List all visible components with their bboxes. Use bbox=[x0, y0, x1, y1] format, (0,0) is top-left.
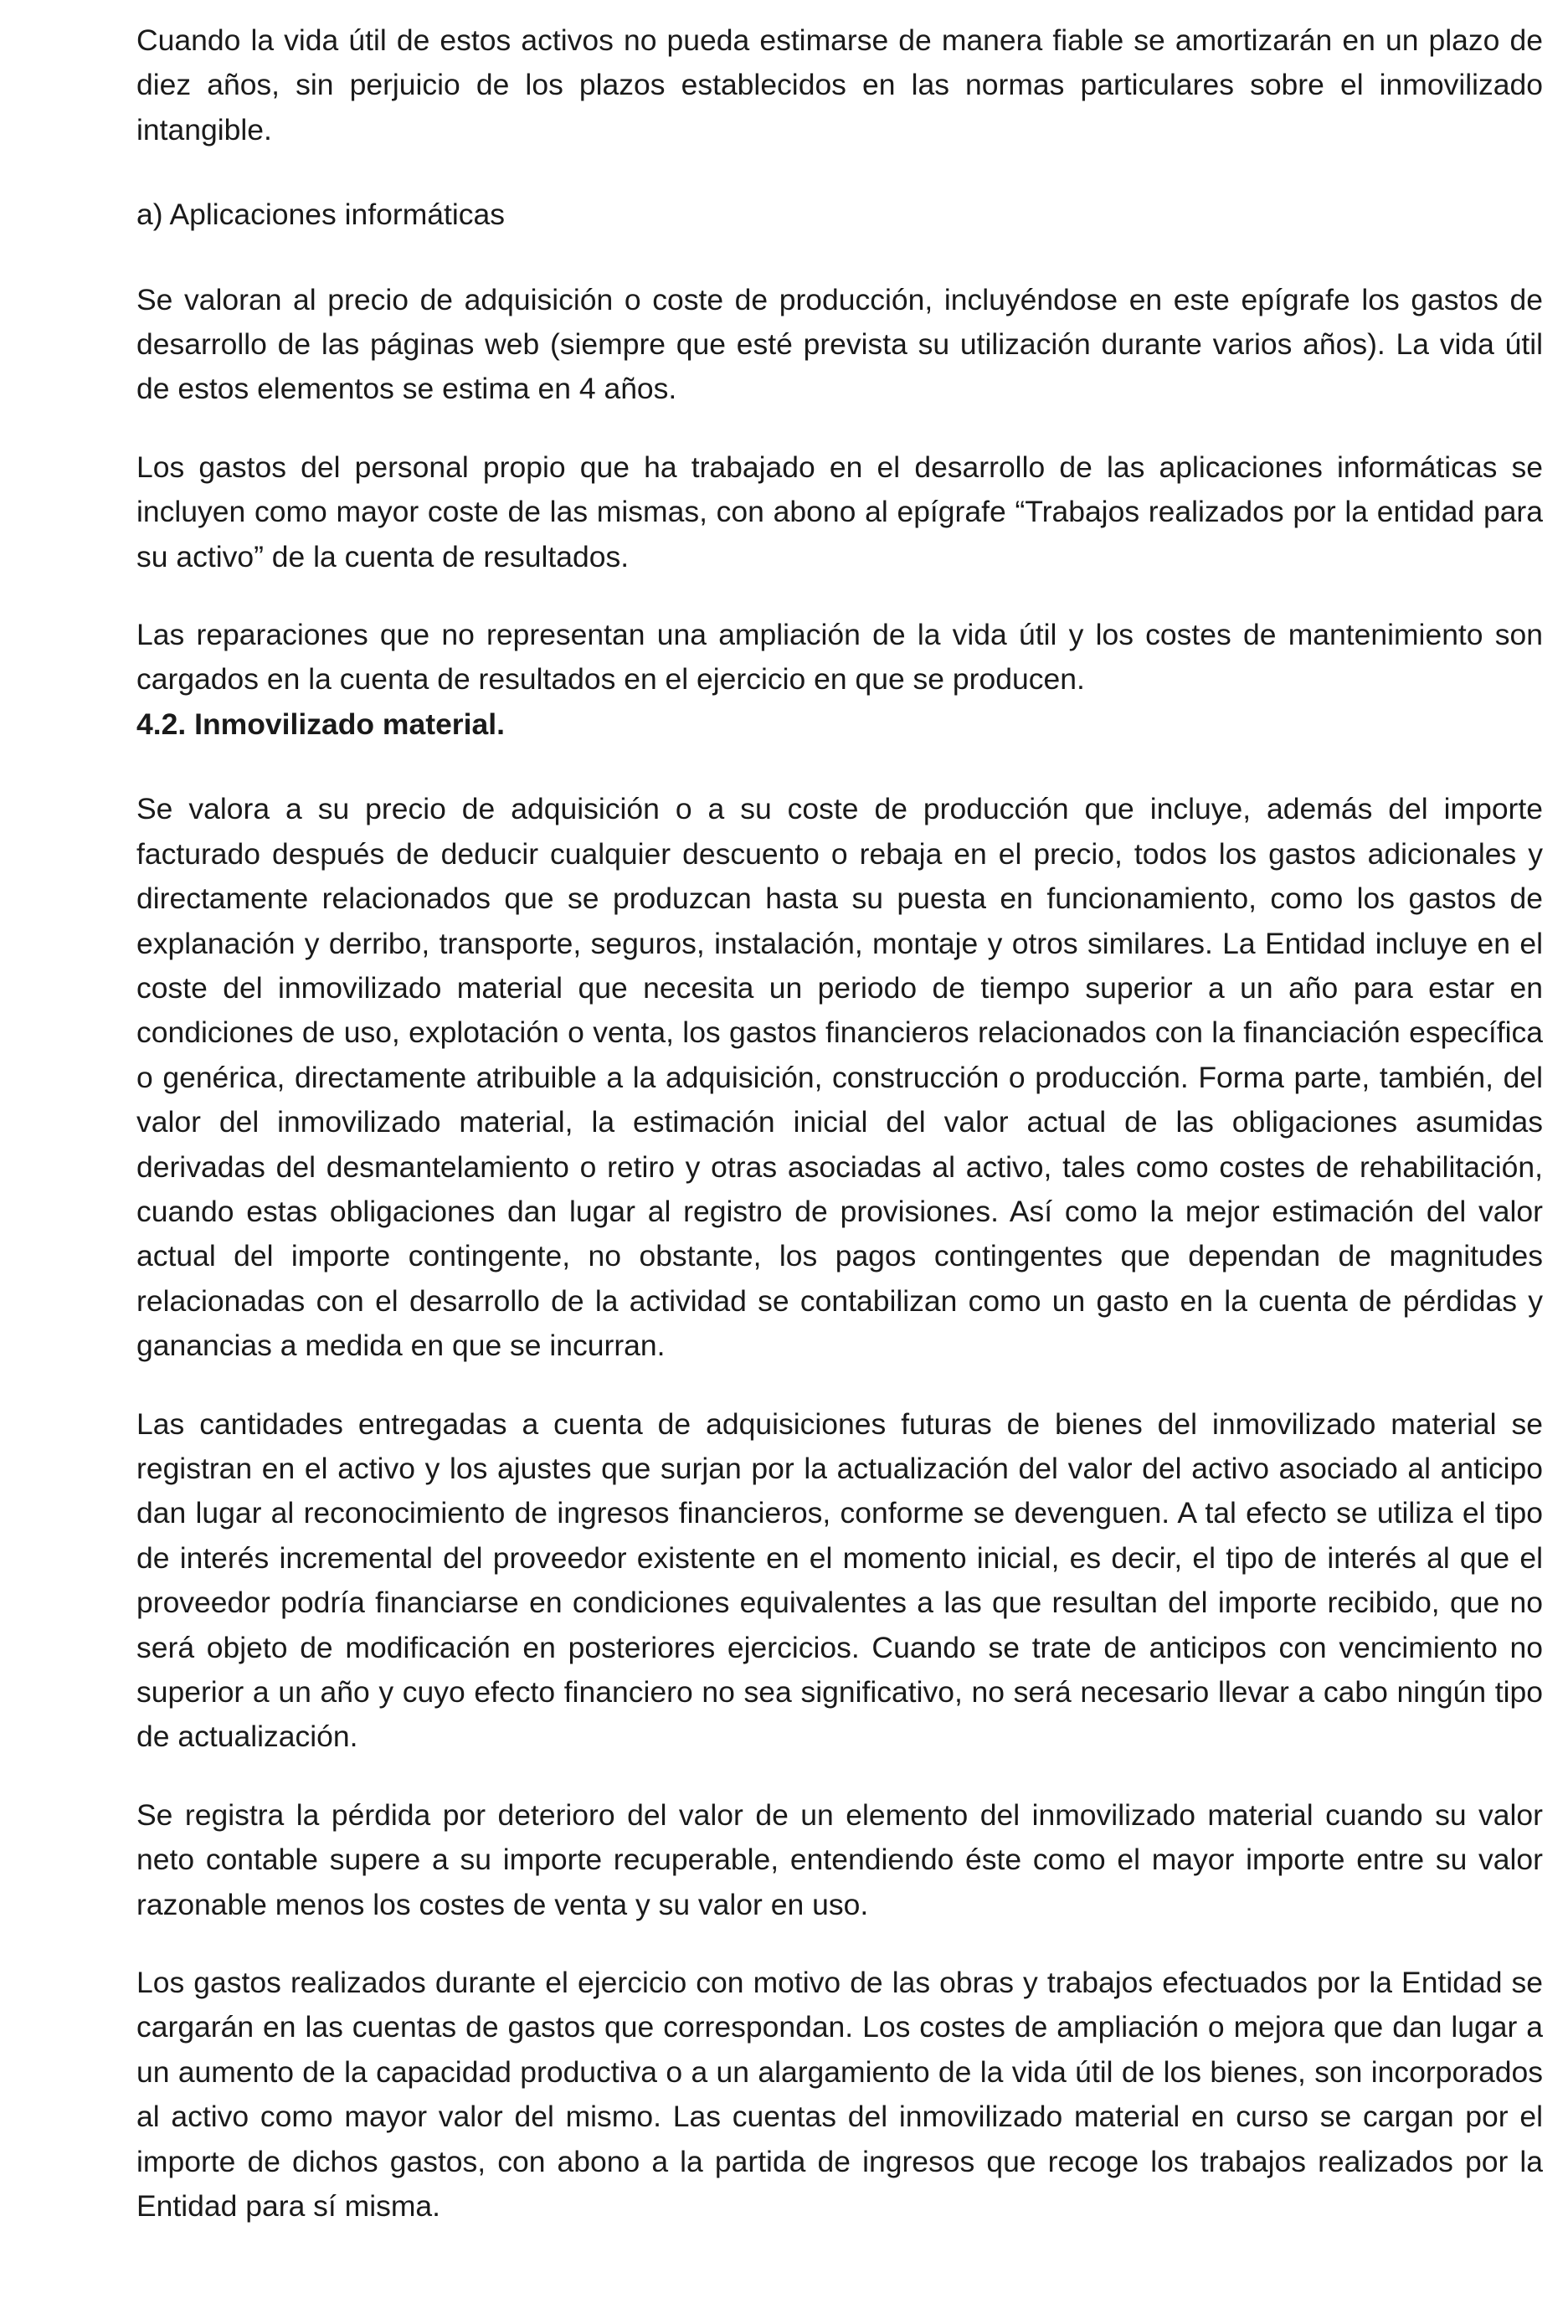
section-heading-inmovilizado-material: 4.2. Inmovilizado material. bbox=[136, 707, 505, 741]
paragraph-valoracion-inmovilizado: Se valora a su precio de adquisición o a su coste de producción que incluye, además del importe facturado después de deducir cualquier descuento o rebaja en el precio, todos los gastos adicionales y directamente relacionados que se produzcan hasta su puesta en funcionamiento, como los gastos de explanación y derribo, transporte, seguros, instalación, montaje y otros similares. La Entidad incluye en el coste del inmovilizado material que necesita un periodo de tiempo superior a un año para estar en condiciones de uso, explotación o venta, los gastos financieros relacionados con la financiación específica o genérica, directamente atribuible a la adquisición, construcción o producción. Forma parte, también, del valor del inmovilizado material, la estimación inicial del valor actual de las obligaciones asumidas derivadas del desmantelamiento o retiro y otras asociadas al activo, tales como costes de rehabilitación, cuando estas obligaciones dan lugar al registro de provisiones. Así como la mejor estimación del valor actual del importe contingente, no obstante, los pagos contingentes que dependan de magnitudes relacionadas con el desarrollo de la actividad se contabilizan como un gasto en la cuenta de pérdidas y ganancias a medida en que se incurran. bbox=[136, 792, 1543, 1363]
paragraph-deterioro: Se registra la pérdida por deterioro del valor de un elemento del inmovilizado material cuando su valor neto contable supere a su importe recuperable, entendiendo éste como el mayor importe entre su valor razonable menos los costes de venta y su valor en uso. bbox=[136, 1797, 1543, 1921]
paragraph-anticipos: Las cantidades entregadas a cuenta de adquisiciones futuras de bienes del inmovilizado material se registran en el activo y los ajustes que surjan por la actualización del valor del activo asociado al anticipo dan lugar al reconocimiento de ingresos financieros, conforme se devenguen. A tal efecto se utiliza el tipo de interés incremental del proveedor existente en el momento inicial, es decir, el tipo de interés al que el proveedor podría financiarse en condiciones equivalentes a las que resultan del importe recibido, que no será objeto de modificación en posteriores ejercicios. Cuando se trate de anticipos con vencimiento no superior a un año y cuyo efecto financiero no sea significativo, no será necesario llevar a cabo ningún tipo de actualización. bbox=[136, 1406, 1543, 1754]
paragraph-gastos-obras: Los gastos realizados durante el ejercicio con motivo de las obras y trabajos efectuados por la Entidad se cargarán en las cuentas de gastos que correspondan. Los costes de ampliación o mejora que dan lugar a un aumento de la capacidad productiva o a un alargamiento de la vida útil de los bienes, son incorporados al activo como mayor valor del mismo. Las cuentas del inmovilizado material en curso se cargan por el importe de dichos gastos, con abono a la partida de ingresos que recoge los trabajos realizados por la Entidad para sí misma. bbox=[136, 1966, 1543, 2224]
paragraph-vida-util-intangible: Cuando la vida útil de estos activos no pueda estimarse de manera fiable se amortizarán en un plazo de diez años, sin perjuicio de los plazos establecidos en las normas particulares sobre el inmovilizado intangible. bbox=[136, 23, 1543, 147]
subheading-aplicaciones-informaticas: a) Aplicaciones informáticas bbox=[136, 198, 506, 232]
paragraph-gastos-personal: Los gastos del personal propio que ha trabajado en el desarrollo de las aplicaciones informáticas se incluyen como mayor coste de las mismas, con abono al epígrafe “Trabajos realizados por la entidad para su activo” de la cuenta de resultados. bbox=[136, 450, 1543, 573]
document-page bbox=[136, 18, 1543, 2229]
paragraph-reparaciones: Las reparaciones que no representan una ampliación de la vida útil y los costes de mantenimiento son cargados en la cuenta de resultados en el ejercicio en que se producen. bbox=[136, 618, 1543, 697]
paragraph-aplicaciones-valoracion: Se valoran al precio de adquisición o coste de producción, incluyéndose en este epígrafe los gastos de desarrollo de las páginas web (siempre que esté prevista su utilización durante varios años). La vida útil de estos elementos se estima en 4 años. bbox=[136, 282, 1543, 406]
